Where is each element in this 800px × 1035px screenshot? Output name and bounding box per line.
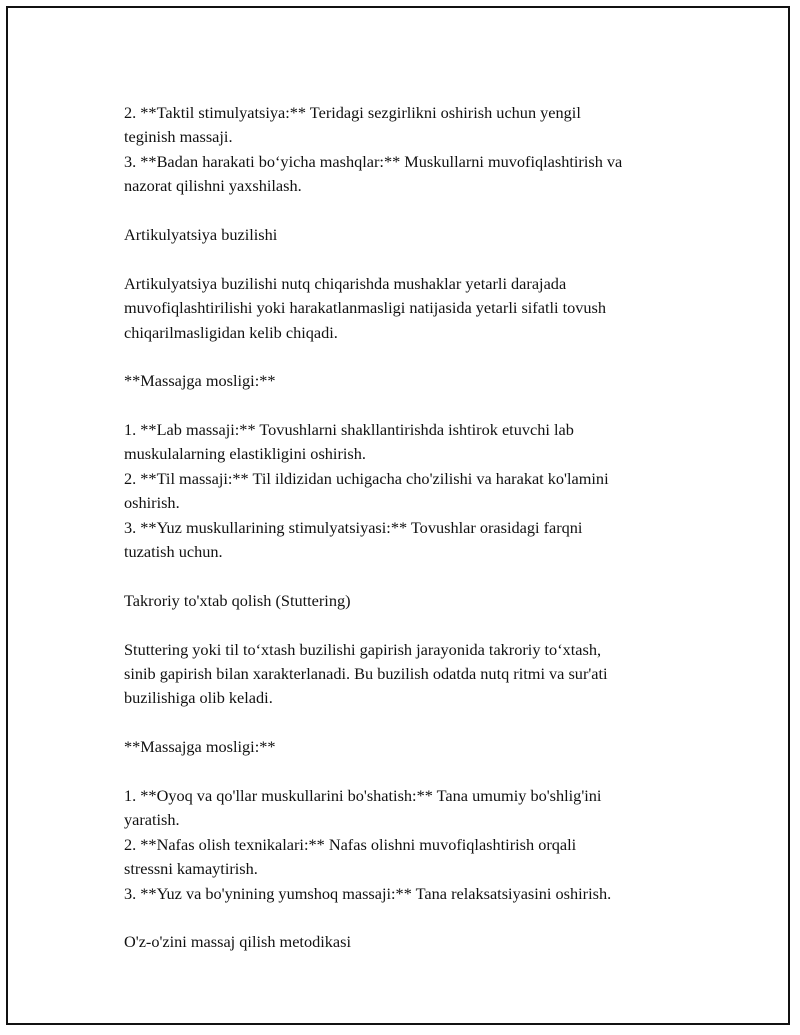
text-line: chiqarilmasligidan kelib chiqadi. bbox=[124, 322, 338, 342]
text-line: teginish massaji. bbox=[124, 127, 233, 147]
paragraph bbox=[124, 735, 714, 759]
blank-line bbox=[124, 247, 714, 271]
paragraph bbox=[124, 638, 714, 711]
text-line: Artikulyatsiya buzilishi bbox=[124, 224, 278, 244]
list-item bbox=[124, 516, 714, 565]
text-line: stressni kamaytirish. bbox=[124, 859, 258, 879]
blank-line bbox=[124, 564, 714, 588]
text-line: 1. **Oyoq va qo'llar muskullarini bo'shatish:** Tana umumiy bo'shlig'ini bbox=[124, 785, 602, 805]
blank-line bbox=[124, 394, 714, 418]
list-item bbox=[124, 833, 714, 882]
text-line: Takroriy to'xtab qolish (Stuttering) bbox=[124, 590, 351, 610]
list-item bbox=[124, 882, 714, 906]
text-line: **Massajga mosligi:** bbox=[124, 737, 276, 757]
text-line: Stuttering yoki til to‘xtash buzilishi gapirish jarayonida takroriy to‘xtash, bbox=[124, 639, 602, 659]
text-line: **Massajga mosligi:** bbox=[124, 371, 276, 391]
text-line: buzilishiga olib keladi. bbox=[124, 688, 273, 708]
text-line: 2. **Nafas olish texnikalari:** Nafas olishni muvofiqlashtirish orqali bbox=[124, 834, 577, 854]
blank-line bbox=[124, 711, 714, 735]
text-line: yaratish. bbox=[124, 810, 180, 830]
paragraph bbox=[124, 272, 714, 345]
blank-line bbox=[124, 760, 714, 784]
document-page bbox=[6, 6, 790, 1025]
text-line: oshirish. bbox=[124, 493, 180, 513]
text-line: Artikulyatsiya buzilishi nutq chiqarishda mushaklar yetarli darajada bbox=[124, 273, 567, 293]
text-line: sinib gapirish bilan xarakterlanadi. Bu buzilish odatda nutq ritmi va sur'ati bbox=[124, 663, 608, 683]
text-line: 2. **Til massaji:** Til ildizidan uchigacha cho'zilishi va harakat ko'lamini bbox=[124, 468, 609, 488]
document-body bbox=[124, 101, 714, 955]
section-heading bbox=[124, 930, 714, 954]
list-item bbox=[124, 101, 714, 150]
text-line: muvofiqlashtirilishi yoki harakatlanmasligi natijasida yetarli sifatli tovush bbox=[124, 298, 607, 318]
section-heading bbox=[124, 223, 714, 247]
list-item bbox=[124, 784, 714, 833]
text-line: tuzatish uchun. bbox=[124, 542, 223, 562]
text-line: O'z-o'zini massaj qilish metodikasi bbox=[124, 932, 351, 952]
section-heading bbox=[124, 589, 714, 613]
text-line: nazorat qilishni yaxshilash. bbox=[124, 176, 302, 196]
blank-line bbox=[124, 345, 714, 369]
list-item bbox=[124, 467, 714, 516]
text-line: 1. **Lab massaji:** Tovushlarni shakllantirishda ishtirok etuvchi lab bbox=[124, 420, 574, 440]
text-line: 3. **Yuz muskullarining stimulyatsiyasi:** Tovushlar orasidagi farqni bbox=[124, 517, 583, 537]
blank-line bbox=[124, 613, 714, 637]
blank-line bbox=[124, 199, 714, 223]
blank-line bbox=[124, 906, 714, 930]
text-line: muskulalarning elastikligini oshirish. bbox=[124, 444, 366, 464]
text-line: 2. **Taktil stimulyatsiya:** Teridagi sezgirlikni oshirish uchun yengil bbox=[124, 103, 581, 122]
text-line: 3. **Badan harakati bo‘yicha mashqlar:** Muskullarni muvofiqlashtirish va bbox=[124, 151, 623, 171]
list-item bbox=[124, 150, 714, 199]
paragraph bbox=[124, 369, 714, 393]
list-item bbox=[124, 418, 714, 467]
text-line: 3. **Yuz va bo'ynining yumshoq massaji:** Tana relaksatsiyasini oshirish. bbox=[124, 883, 612, 903]
